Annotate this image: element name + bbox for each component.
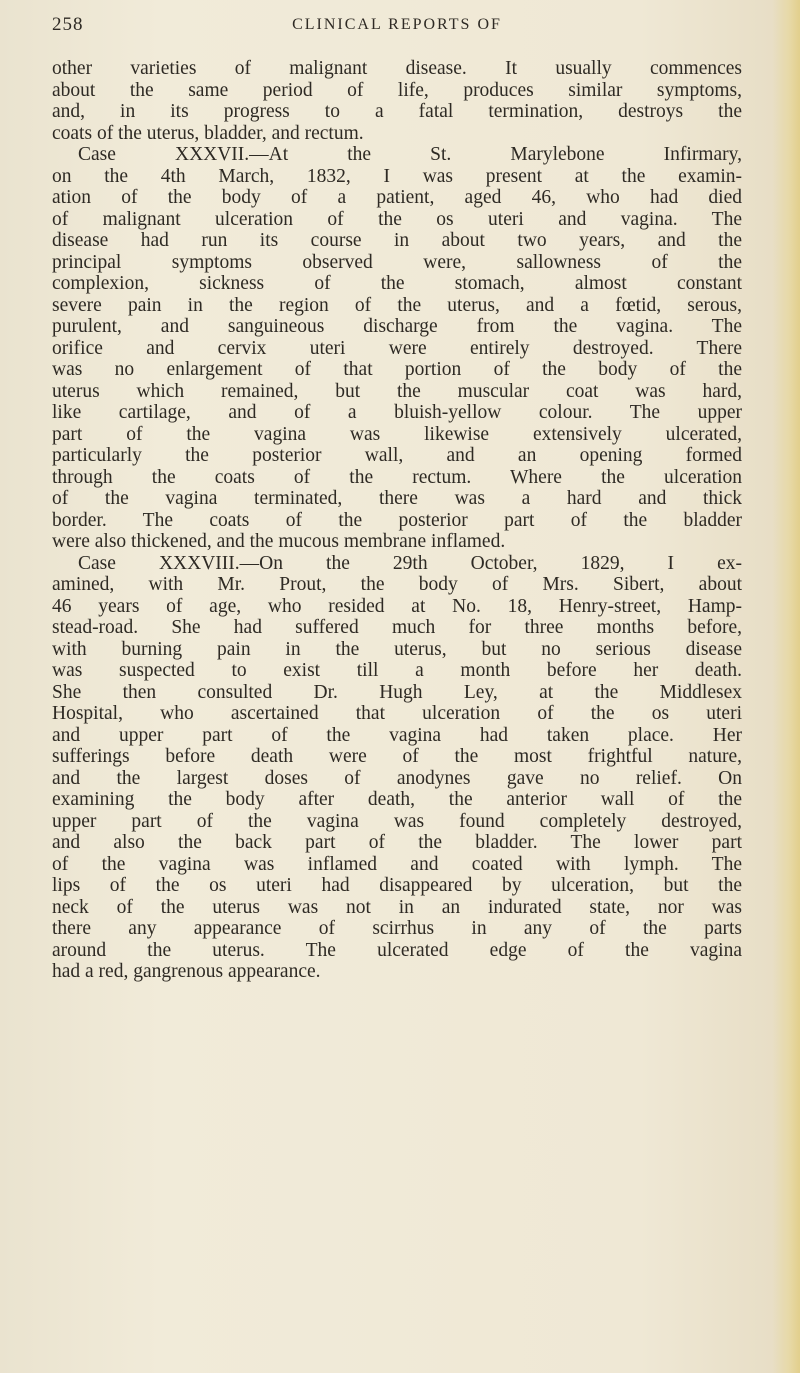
text-line: purulent, and sanguineous discharge from the vagina. The xyxy=(52,316,742,337)
text-line: 46 years of age, who resided at No. 18, Henry-street, Hamp- xyxy=(52,595,742,617)
text-line: there any appearance of scirrhus in any of the parts xyxy=(52,918,742,939)
text-line: and upper part of the vagina had taken place. Her xyxy=(52,724,742,746)
text-line: disease had run its course in about two years, and the xyxy=(52,230,742,251)
text-line: upper part of the vagina was found completely destroyed, xyxy=(52,810,742,832)
text-line: neck of the uterus was not in an indurated state, nor was xyxy=(52,896,742,918)
text-line: She then consulted Dr. Hugh Ley, at the Middlesex xyxy=(52,681,742,703)
text-line: principal symptoms observed were, sallowness of the xyxy=(52,251,742,273)
text-line: lips of the os uteri had disappeared by ulceration, but the xyxy=(52,875,742,896)
text-line: Case XXXVIII.—On the 29th October, 1829, I ex- xyxy=(78,552,742,574)
page-number: 258 xyxy=(52,14,84,35)
text-line: was suspected to exist till a month before her death. xyxy=(52,660,742,681)
text-line: uterus which remained, but the muscular coat was hard, xyxy=(52,380,742,402)
text-line: severe pain in the region of the uterus, and a fœtid, serous, xyxy=(52,294,742,316)
text-line: stead-road. She had suffered much for three months before, xyxy=(52,617,742,638)
text-line: like cartilage, and of a bluish-yellow colour. The upper xyxy=(52,402,742,423)
page-header xyxy=(52,14,742,42)
running-title: CLINICAL REPORTS OF xyxy=(292,16,502,33)
text-line: had a red, gangrenous appearance. xyxy=(52,961,321,982)
text-line: coats of the uterus, bladder, and rectum. xyxy=(52,122,364,144)
text-line: examining the body after death, the anterior wall of the xyxy=(52,789,742,810)
text-line: amined, with Mr. Prout, the body of Mrs. Sibert, about xyxy=(52,574,742,595)
text-line: of the vagina was inflamed and coated with lymph. The xyxy=(52,853,742,875)
text-line: with burning pain in the uterus, but no serious disease xyxy=(52,638,742,660)
text-line: around the uterus. The ulcerated edge of the vagina xyxy=(52,939,742,961)
text-line: orifice and cervix uteri were entirely destroyed. There xyxy=(52,337,742,359)
text-line: Hospital, who ascertained that ulceration of the os uteri xyxy=(52,703,742,724)
text-line: on the 4th March, 1832, I was present at the examin- xyxy=(52,165,742,187)
text-line: and the largest doses of anodynes gave no relief. On xyxy=(52,767,742,789)
text-line: of malignant ulceration of the os uteri and vagina. The xyxy=(52,208,742,230)
text-line: ation of the body of a patient, aged 46, who had died xyxy=(52,187,742,208)
text-line: were also thickened, and the mucous membrane inflamed. xyxy=(52,531,506,552)
text-line: sufferings before death were of the most frightful nature, xyxy=(52,746,742,767)
text-line: about the same period of life, produces similar symptoms, xyxy=(52,79,742,101)
text-line: particularly the posterior wall, and an opening formed xyxy=(52,445,742,466)
text-line: and, in its progress to a fatal termination, destroys the xyxy=(52,101,742,122)
text-line: of the vagina terminated, there was a hard and thick xyxy=(52,488,742,509)
text-line: Case XXXVII.—At the St. Marylebone Infirmary, xyxy=(78,144,742,165)
page-edge-shadow xyxy=(772,0,800,1373)
text-line: through the coats of the rectum. Where the ulceration xyxy=(52,466,742,488)
text-line: complexion, sickness of the stomach, almost constant xyxy=(52,273,742,294)
body-text xyxy=(52,58,742,983)
text-line: border. The coats of the posterior part of the bladder xyxy=(52,509,742,531)
text-line: and also the back part of the bladder. The lower part xyxy=(52,832,742,853)
text-line: other varieties of malignant disease. It usually commences xyxy=(52,58,742,79)
text-line: was no enlargement of that portion of the body of the xyxy=(52,359,742,380)
text-line: part of the vagina was likewise extensively ulcerated, xyxy=(52,423,742,445)
